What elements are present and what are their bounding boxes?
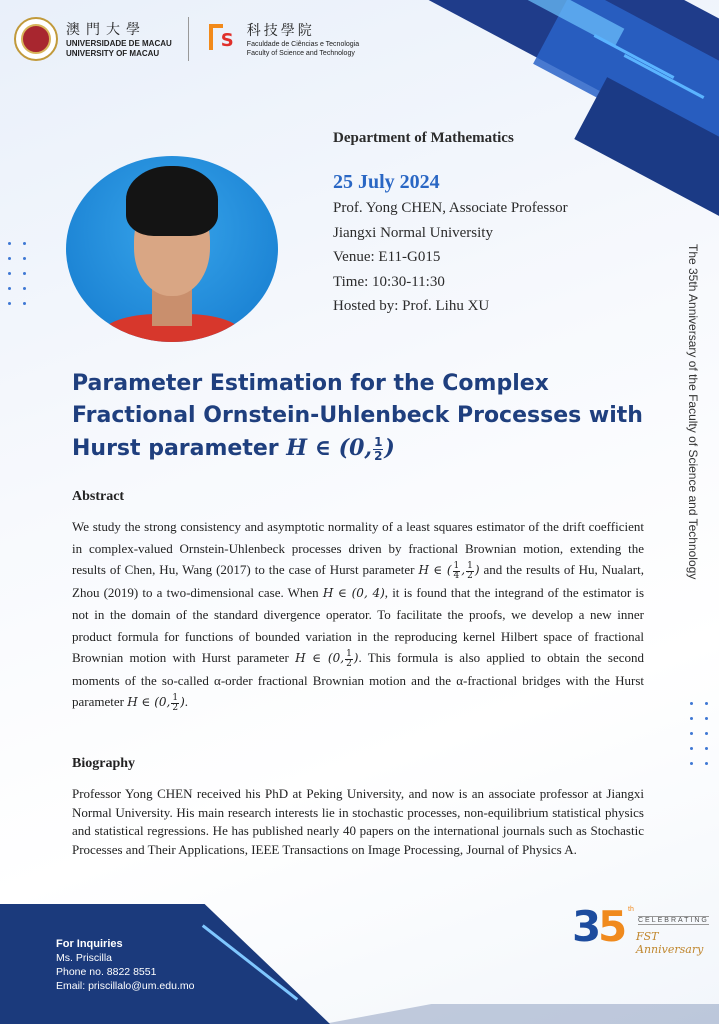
fst-name bbox=[247, 20, 359, 58]
title-line-2: Fractional Ornstein-Uhlenbeck Processes with bbox=[72, 403, 643, 428]
title-fraction: $\frac{1}{2}$ bbox=[374, 434, 383, 463]
event-info bbox=[333, 130, 568, 319]
biography-text: Professor Yong CHEN received his PhD at Peking University, and now is an associate professor at Jiangxi Normal University. His main research interests lie in stochastic processes, non-equilibrium statistical physics and statistical regressions. He has published nearly 40 papers on the international journals such as Stochastic Processes and Their Applications, IEEE Transactions on Image Processing, Journal of Physics A. bbox=[72, 786, 644, 857]
title-math-close: ) bbox=[384, 435, 395, 461]
title-line-1: Parameter Estimation for the Complex bbox=[72, 371, 549, 396]
title-line-3-text: Hurst parameter bbox=[72, 436, 279, 461]
dot-pattern bbox=[690, 702, 708, 765]
inquiries-phone: Phone no. 8822 8551 bbox=[56, 966, 157, 978]
title-line-3 bbox=[72, 432, 672, 465]
fst-chinese-name: 科技學院 bbox=[246, 23, 315, 39]
department: Department of Mathematics bbox=[333, 130, 514, 146]
university-crest-icon bbox=[14, 17, 58, 61]
abstract-text: We study the strong consistency and asymptotic normality of a least squares estimator of the drift coefficient in complex-valued Ornstein-Uhlenbeck processes driven by fractional Brownian motion, extending the results of Chen, Hu, Wang (2017) to the case of Hurst parameter H ∈ ( $\frac{1}{4}$ , $\frac{1}{2}$ ) and the results of Hu, Nualart, Zhou (2019) to a two-dimensional case. When H ∈ (0, 4), it is found that the integrand of the estimator is not in the domain of the standard divergence operator. To facilitate the proofs, we develop a new inner product formula for functions of bounded variation in the reproducing kernel Hilbert space of fractional Brownian motion with Hurst parameter H ∈ (0, $\frac{1}{2}$ ). This formula is also applied to obtain the second moments of the so-called α-order fractional Brownian motion and the α-fractional bridges with the Hurst parameter H ∈ (0, $\frac{1}{2}$ ). bbox=[72, 519, 645, 713]
abstract-heading: Abstract bbox=[72, 489, 125, 504]
fst-portuguese-name: Faculdade de Ciências e Tecnologia bbox=[246, 41, 360, 48]
um-chinese-name: 澳門大學 bbox=[66, 22, 146, 38]
um-name bbox=[66, 19, 172, 59]
fst-logo-icon: S bbox=[207, 20, 241, 58]
venue: Venue: E11-G015 bbox=[333, 249, 441, 265]
speaker-name: Prof. Yong CHEN, Associate Professor bbox=[333, 200, 568, 216]
badge-digit-3: 3 bbox=[572, 902, 602, 951]
badge-th: th bbox=[628, 906, 634, 913]
anniversary-side-text: The 35th Anniversary of the Faculty of Science and Technology bbox=[686, 244, 700, 580]
event-date: 25 July 2024 bbox=[333, 171, 440, 193]
badge-anniversary: FST Anniversary bbox=[636, 930, 704, 956]
inquiries-contact-name: Ms. Priscilla bbox=[56, 952, 113, 964]
fst-english-name: Faculty of Science and Technology bbox=[246, 50, 355, 57]
speaker-affiliation: Jiangxi Normal University bbox=[333, 224, 493, 241]
um-english-name: UNIVERSITY OF MACAU bbox=[66, 49, 160, 58]
badge-digit-5: 5 bbox=[598, 902, 628, 951]
inquiries-label: For Inquiries bbox=[56, 938, 123, 950]
inquiries bbox=[56, 937, 194, 993]
um-portuguese-name: UNIVERSIDADE DE MACAU bbox=[66, 39, 172, 48]
anniversary-badge bbox=[572, 902, 714, 958]
talk-title bbox=[72, 368, 672, 465]
header bbox=[14, 16, 359, 62]
time: Time: 10:30-11:30 bbox=[333, 273, 445, 290]
inquiries-email: Email: priscillalo@um.edu.mo bbox=[56, 980, 195, 992]
biography-heading: Biography bbox=[72, 756, 136, 771]
badge-celebrating: CELEBRATING bbox=[638, 917, 709, 924]
title-math: H ∈ (0, bbox=[286, 435, 373, 461]
speaker-photo bbox=[66, 156, 278, 342]
host: Hosted by: Prof. Lihu XU bbox=[333, 298, 490, 314]
header-divider bbox=[188, 17, 189, 61]
dot-pattern bbox=[8, 242, 26, 305]
